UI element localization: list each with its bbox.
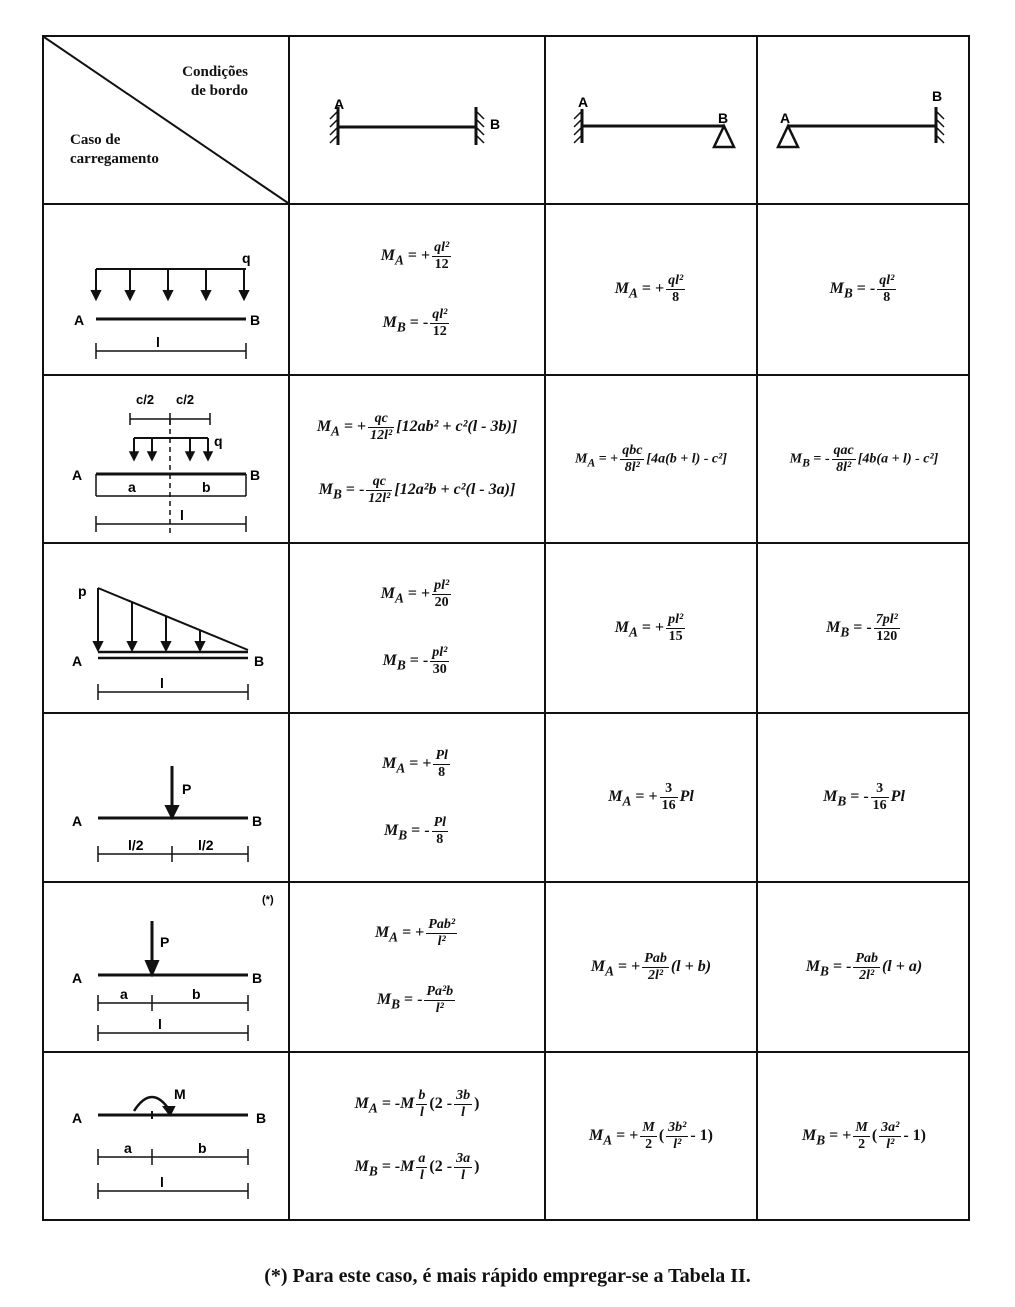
row6-pinned-fixed-formula: $M_B$ = + $\frac{M}{2}$ ( $\frac{\text{3a²}}{\text{l²}}$ - 1) xyxy=(802,1119,926,1152)
row3-fixed-pinned-formula: $M_A$ = + $\frac{\text{pl²}}{15}$ xyxy=(614,611,684,644)
fixed-fixed-beam-icon xyxy=(290,37,544,203)
support-a-label: A xyxy=(578,94,589,110)
moment-label: M xyxy=(174,1086,186,1102)
load-label: q xyxy=(214,433,223,449)
row2-pinned-fixed-formula: $M_B$ = - $\frac{\text{qac}}{\text{8l²}}$ [4b(a + l) - c²] xyxy=(789,442,939,475)
load-label: P xyxy=(160,934,170,950)
c-half-label: c/2 xyxy=(176,392,195,407)
b-label: b xyxy=(192,986,201,1002)
triangular-load-diagram xyxy=(44,544,288,712)
row3-fixed-fixed-formula: $M_A$ = + $\frac{\text{pl²}}{20}$ $M_B$ = - $\frac{\text{pl²}}{30}$ xyxy=(380,578,450,677)
b-label: b xyxy=(202,479,211,495)
end-a-label: A xyxy=(72,1110,83,1126)
applied-moment-diagram xyxy=(44,1053,288,1219)
row2-fixed-pinned-formula: $M_A$ = + $\frac{\text{qbc}}{\text{8l²}}$ [4a(b + l) - c²] xyxy=(574,442,727,475)
a-label: a xyxy=(120,986,128,1002)
row1-fixed-fixed-formula: $M_A$ = + $\frac{\text{ql²}}{12}$ $M_B$ = - $\frac{\text{ql²}}{12}$ xyxy=(380,239,450,339)
end-b-label: B xyxy=(256,1110,267,1126)
support-b-label: B xyxy=(718,110,729,126)
central-point-load-diagram xyxy=(44,714,288,881)
row5-pinned-fixed-formula: $M_B$ = - $\frac{\text{Pab}}{\text{2l²}}$ (l + a) xyxy=(805,950,923,983)
b-label: b xyxy=(198,1140,207,1156)
row4-fixed-pinned-formula: $M_A$ = + $\frac{3}{16}$ Pl xyxy=(608,781,694,813)
half-span-label: l/2 xyxy=(128,837,144,853)
end-b-label: B xyxy=(250,467,261,483)
span-label: l xyxy=(156,334,160,350)
row5-fixed-fixed-formula: $M_A$ = + $\frac{\text{Pab²}}{\text{l²}}$ $M_B$ = - $\frac{\text{Pa²b}}{\text{l²}}$ xyxy=(374,917,456,1016)
span-label: l xyxy=(180,507,184,523)
end-a-label: A xyxy=(72,467,83,483)
boundary-conditions-label xyxy=(162,63,248,101)
moment-table xyxy=(42,35,970,1221)
row1-fixed-pinned-formula: $M_A$ = + $\frac{\text{ql²}}{8}$ xyxy=(614,273,684,305)
row6-fixed-fixed-formula: $M_A = -M$ $\frac{b}{l}$ (2 - $\frac{3b}{l}$ ) $M_B = -M$ $\frac{a}{l}$ (2 - $\frac{3a}{l}$ ) xyxy=(354,1088,480,1183)
load-label: P xyxy=(182,781,192,797)
pinned-fixed-beam-icon xyxy=(758,37,970,203)
row4-pinned-fixed-formula: $M_B$ = - $\frac{3}{16}$ Pl xyxy=(823,781,905,813)
end-b-label: B xyxy=(250,312,261,328)
end-a-label: A xyxy=(72,653,83,669)
end-a-label: A xyxy=(72,813,83,829)
support-b-label: B xyxy=(490,116,501,132)
span-label: l xyxy=(160,1174,164,1190)
load-label: q xyxy=(242,250,251,266)
row2-fixed-fixed-formula: $M_A$ = + $\frac{qc}{\text{12l²}}$ [12ab² + c²(l - 3b)] $M_B$ = - $\frac{qc}{\text{12l²}}$ [12a²b + c²(l - 3a)] xyxy=(316,411,518,506)
half-span-label: l/2 xyxy=(198,837,214,853)
row4-fixed-fixed-formula: $M_A$ = + $\frac{Pl}{8}$ $M_B$ = - $\frac{Pl}{8}$ xyxy=(382,747,448,847)
boundary-label-line1: Condições xyxy=(182,64,248,80)
header-diagonal xyxy=(44,37,288,203)
load-label: p xyxy=(78,583,87,599)
end-b-label: B xyxy=(254,653,265,669)
footnote-mark: (*) xyxy=(262,894,274,906)
end-a-label: A xyxy=(72,970,83,986)
end-a-label: A xyxy=(74,312,85,328)
support-a-label: A xyxy=(334,96,345,112)
case-label-line1: Caso de xyxy=(70,132,121,148)
support-a-label: A xyxy=(780,110,791,126)
partial-load-diagram xyxy=(44,376,288,542)
boundary-label-line2: de bordo xyxy=(190,83,248,99)
uniform-load-diagram xyxy=(44,205,288,374)
support-b-label: B xyxy=(932,88,943,104)
end-b-label: B xyxy=(252,970,263,986)
span-label: l xyxy=(158,1016,162,1032)
span-label: l xyxy=(160,675,164,691)
row3-pinned-fixed-formula: $M_B$ = - $\frac{\text{7pl²}}{120}$ xyxy=(826,611,898,644)
eccentric-point-load-diagram xyxy=(44,883,288,1051)
a-label: a xyxy=(128,479,136,495)
case-label-line2: carregamento xyxy=(70,151,159,167)
fixed-pinned-beam-icon xyxy=(546,37,756,203)
row5-fixed-pinned-formula: $M_A$ = + $\frac{\text{Pab}}{\text{2l²}}$ (l + b) xyxy=(590,950,712,983)
a-label: a xyxy=(124,1140,132,1156)
end-b-label: B xyxy=(252,813,263,829)
c-half-label: c/2 xyxy=(136,392,155,407)
footnote: (*) Para este caso, é mais rápido empregar-se a Tabela II. xyxy=(264,1265,751,1287)
row6-fixed-pinned-formula: $M_A$ = + $\frac{M}{2}$ ( $\frac{\text{3b²}}{\text{l²}}$ - 1) xyxy=(589,1119,713,1152)
row1-pinned-fixed-formula: $M_B$ = - $\frac{\text{ql²}}{8}$ xyxy=(829,273,895,305)
load-case-label xyxy=(70,131,159,169)
